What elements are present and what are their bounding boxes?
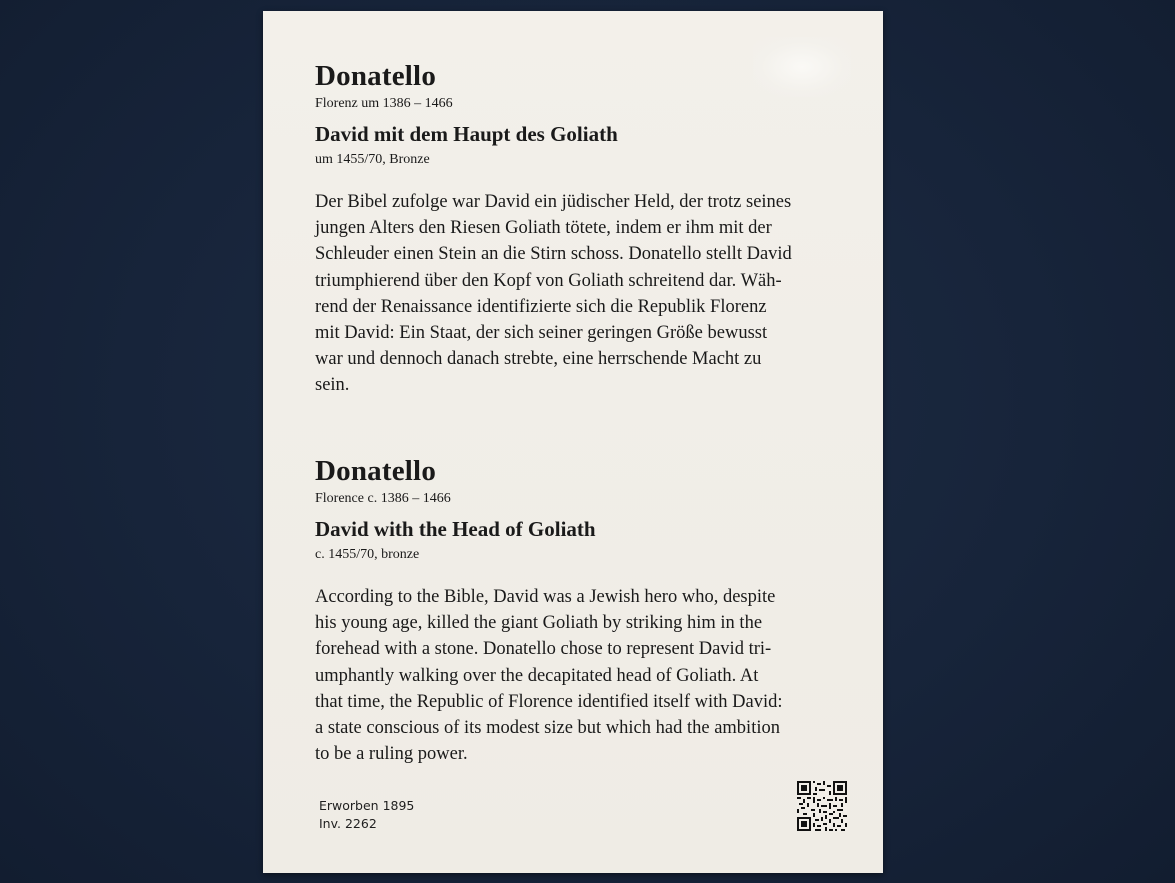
description-line: umphantly walking over the decapitated head of Goliath. At	[315, 665, 759, 686]
english-section	[315, 454, 835, 767]
qr-code-icon[interactable]	[797, 781, 847, 831]
artist-life-de: Florenz um 1386 – 1466	[315, 96, 453, 111]
artist-name-en: Donatello	[315, 455, 437, 487]
artist-life-en: Florence c. 1386 – 1466	[315, 491, 451, 506]
artist-name-de: Donatello	[315, 60, 437, 92]
german-section	[315, 59, 835, 399]
museum-label-card	[263, 11, 883, 873]
artwork-date-medium-en: c. 1455/70, bronze	[315, 547, 420, 562]
description-line: triumphierend über den Kopf von Goliath schreitend dar. Wäh-	[315, 270, 782, 291]
description-line: to be a ruling power.	[315, 744, 468, 765]
artwork-date-medium-de: um 1455/70, Bronze	[315, 152, 430, 167]
description-line: Der Bibel zufolge war David ein jüdischer Held, der trotz seines	[315, 192, 792, 212]
description-line: his young age, killed the giant Goliath by striking him in the	[315, 613, 763, 634]
description-de	[315, 189, 835, 399]
description-line: mit David: Ein Staat, der sich seiner geringen Größe bewusst	[315, 323, 768, 344]
description-line: sein.	[315, 375, 350, 396]
description-line: that time, the Republic of Florence identified itself with David:	[315, 691, 783, 712]
artwork-title-de: David mit dem Haupt des Goliath	[315, 122, 618, 146]
description-en	[315, 584, 835, 767]
description-line: jungen Alters den Riesen Goliath tötete, indem er ihm mit der	[315, 218, 772, 239]
description-line: a state conscious of its modest size but which had the ambition	[315, 718, 780, 739]
description-line: forehead with a stone. Donatello chose to represent David tri-	[315, 639, 772, 660]
description-line: According to the Bible, David was a Jewish hero who, despite	[315, 587, 776, 607]
description-line: Schleuder einen Stein an die Stirn schoss. Donatello stellt David	[315, 244, 792, 265]
inventory-number: Inv. 2262	[319, 816, 377, 831]
description-line: rend der Renaissance identifizierte sich die Republik Florenz	[315, 296, 767, 317]
artwork-title-en: David with the Head of Goliath	[315, 517, 596, 541]
description-line: war und dennoch danach strebte, eine herrschende Macht zu	[315, 349, 762, 370]
acquisition-info	[319, 797, 414, 833]
acquired-year: Erworben 1895	[319, 798, 415, 813]
